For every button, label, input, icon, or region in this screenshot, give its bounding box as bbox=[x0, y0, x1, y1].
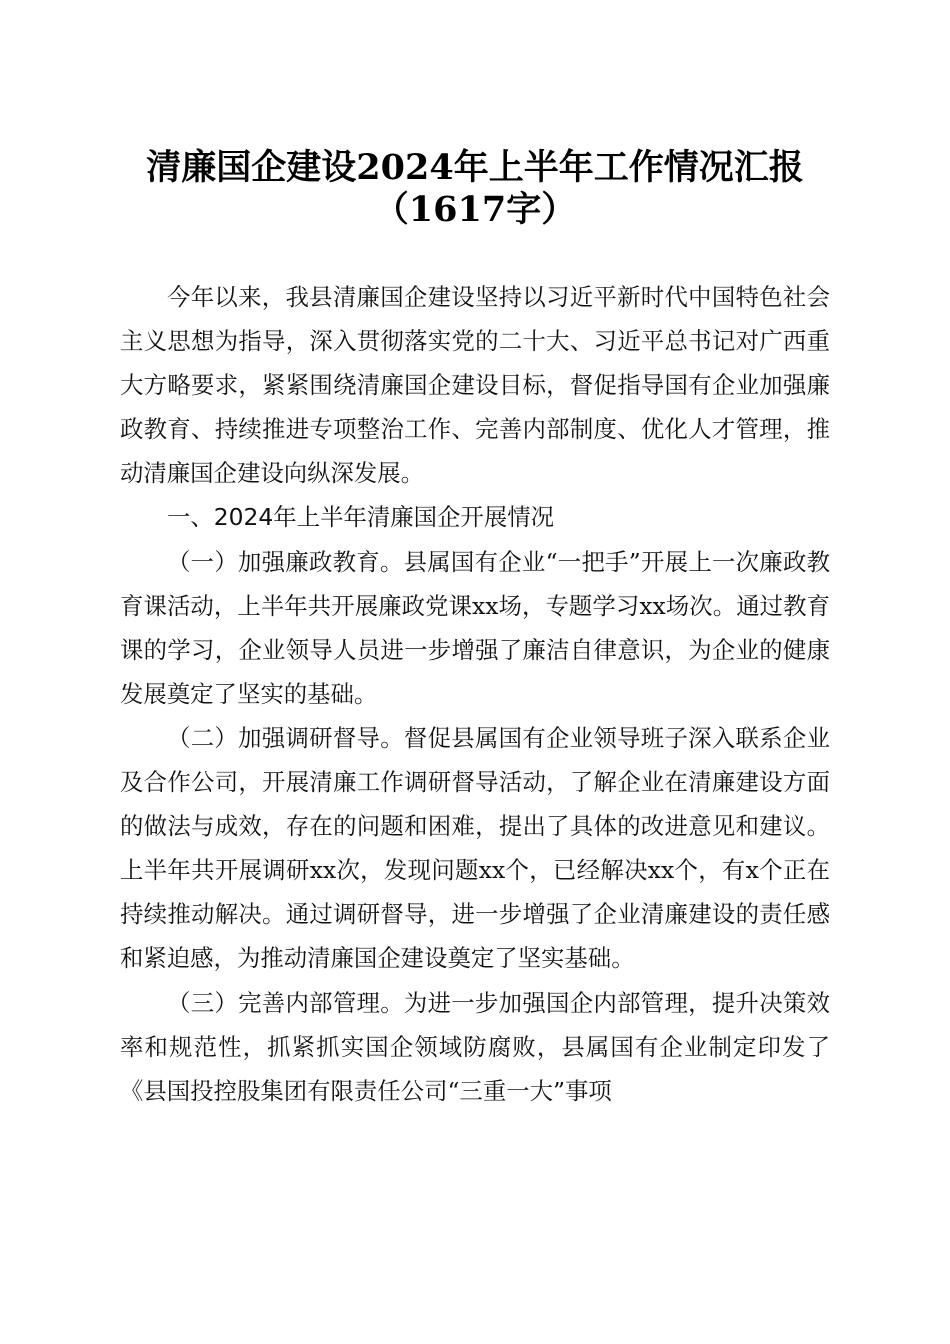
document-title: 清廉国企建设2024年上半年工作情况汇报 bbox=[146, 147, 804, 188]
document-subtitle-word-count: （1617字） bbox=[373, 189, 577, 230]
section-heading: 一、2024年上半年清廉国企开展情况 bbox=[167, 503, 554, 532]
subsection-title-2: （二）加强调研督导。 bbox=[167, 723, 404, 752]
subsection-text-1: 县属国有企业“一把手”开展上一次廉政教育课活动，上半年共开展廉政党课xx场，专题学习xx场次。通过教育课的学习，企业领导人员进一步增强了廉洁自律意识，为企业的健康发展奠定了坚实的基础。 bbox=[120, 547, 831, 708]
document-body bbox=[120, 275, 830, 1113]
subsection-paragraph-1 bbox=[120, 540, 830, 716]
subsection-paragraph-3 bbox=[120, 981, 830, 1113]
subsection-text-2: 督促县属国有企业领导班子深入联系企业及合作公司，开展清廉工作调研督导活动，了解企业在清廉建设方面的做法与成效，存在的问题和困难，提出了具体的改进意见和建议。上半年共开展调研xx次，发现问题xx个，已经解决xx个，有x个正在持续推动解决。通过调研督导，进一步增强了企业清廉建设的责任感和紧迫感，为推动清廉国企建设奠定了坚实基础。 bbox=[120, 723, 831, 973]
subsection-title-1: （一）加强廉政教育。 bbox=[167, 547, 404, 576]
subsection-title-3: （三）完善内部管理。 bbox=[167, 988, 404, 1017]
intro-paragraph: 今年以来，我县清廉国企建设坚持以习近平新时代中国特色社会主义思想为指导，深入贯彻落实党的二十大、习近平总书记对广西重大方略要求，紧紧围绕清廉国企建设目标，督促指导国有企业加强廉政教育、持续推进专项整治工作、完善内部制度、优化人才管理，推动清廉国企建设向纵深发展。 bbox=[120, 283, 830, 488]
subsection-paragraph-2 bbox=[120, 716, 830, 981]
subsection-text-3: 为进一步加强国企内部管理，提升决策效率和规范性，抓紧抓实国企领域防腐败，县属国有企业制定印发了《县国投控股集团有限责任公司“三重一大”事项 bbox=[120, 988, 831, 1105]
